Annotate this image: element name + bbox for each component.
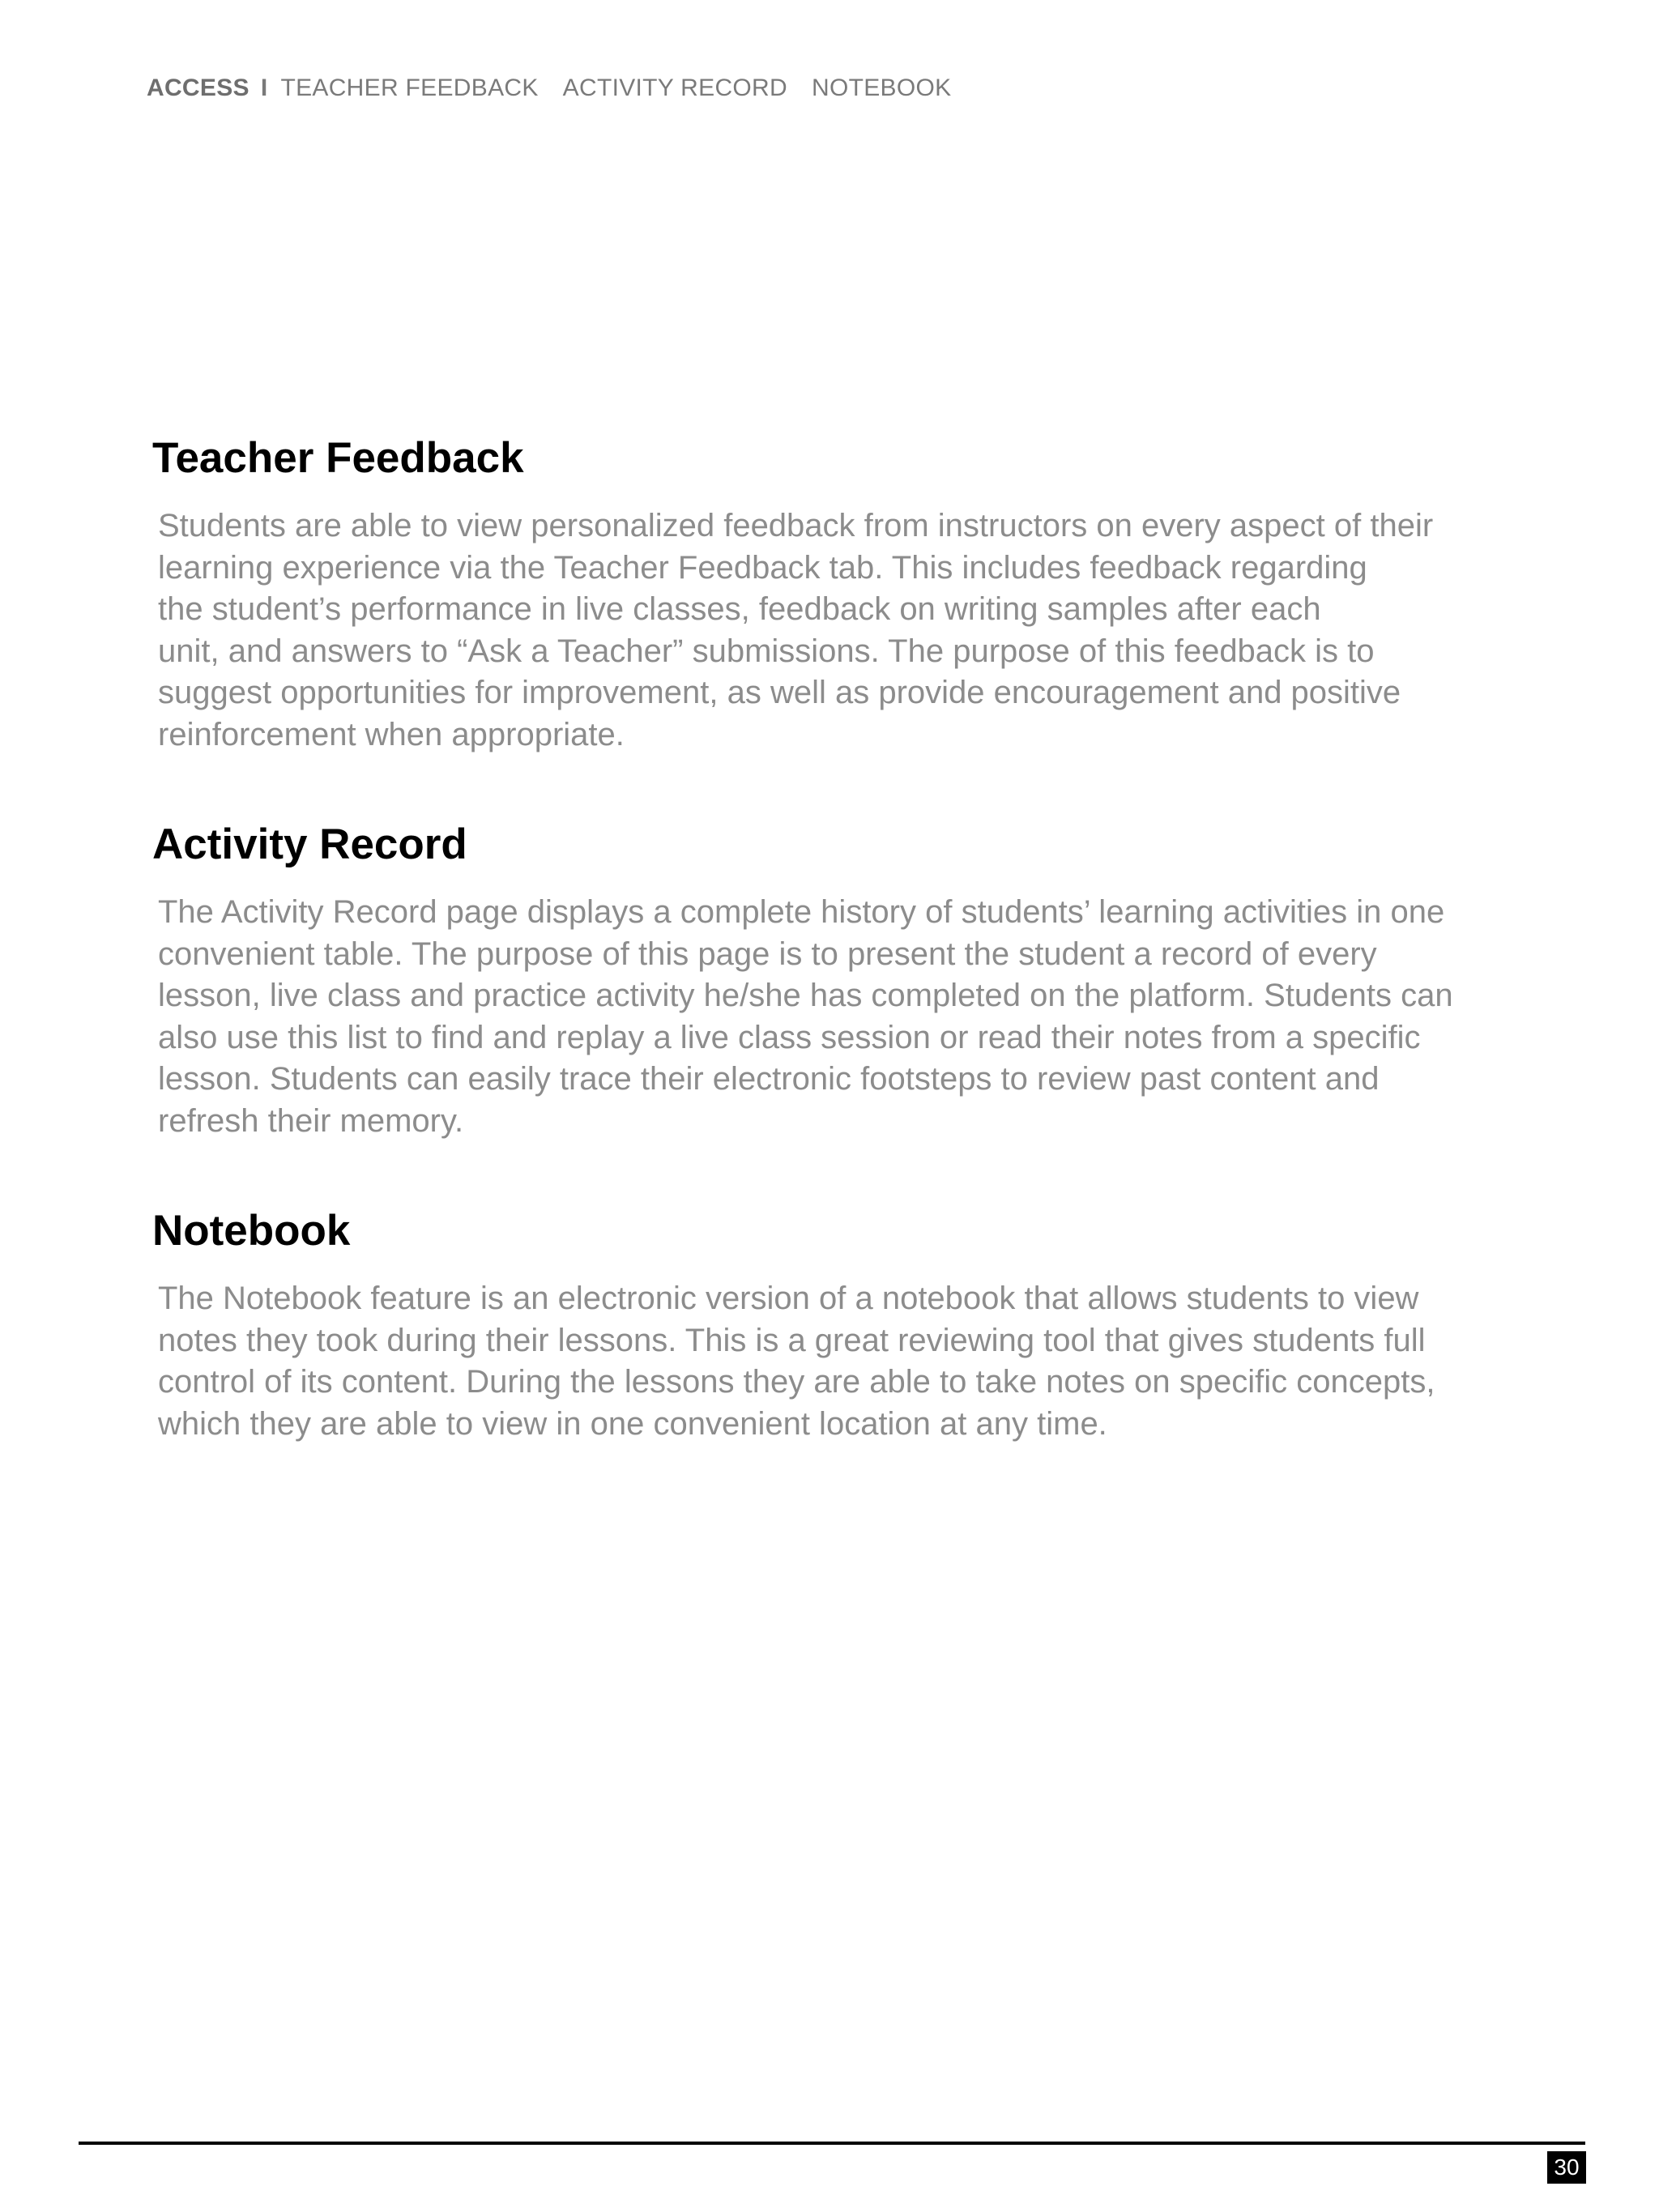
section-heading: Activity Record <box>152 820 467 868</box>
breadcrumb <box>147 75 975 102</box>
page-number: 30 <box>1547 2151 1586 2184</box>
nav-item-activity-record[interactable]: ACTIVITY RECORD <box>562 75 787 101</box>
footer-divider <box>79 2142 1585 2145</box>
breadcrumb-separator: I <box>260 75 268 101</box>
nav-item-notebook[interactable]: NOTEBOOK <box>811 75 952 101</box>
activity-record-section <box>153 820 1530 1142</box>
section-body: Students are able to view personalized feedback from instructors on every aspect of their learning experience via the Teacher Feedback tab. This includes feedback regarding the student’s performance in live classes, feedback on writing samples after each unit, and answers to “Ask a Teacher” submissions. The purpose of this feedback is to suggest opportunities for improvement, as well as provide encouragement and positive reinforcement when appropriate. <box>158 508 1434 752</box>
notebook-section <box>153 1207 1530 1445</box>
section-heading: Notebook <box>152 1207 351 1255</box>
teacher-feedback-section <box>153 434 1530 756</box>
breadcrumb-section: ACCESS <box>147 75 249 101</box>
section-heading: Teacher Feedback <box>152 434 524 482</box>
section-body: The Activity Record page displays a complete history of students’ learning activities in one convenient table. The purpose of this page is to present the student a record of every lesson, live class and practice activity he/she has completed on the platform. Students can also use this list to find and replay a live class session or read their notes from a specific lesson. Students can easily trace their electronic footsteps to review past content and refresh their memory. <box>158 894 1453 1139</box>
section-body: The Notebook feature is an electronic version of a notebook that allows students to view notes they took during their lessons. This is a great reviewing tool that gives students full control of its content. During the lessons they are able to take notes on specific concepts, which they are able to view in one convenient location at any time. <box>158 1281 1435 1442</box>
nav-item-teacher-feedback[interactable]: TEACHER FEEDBACK <box>280 75 539 101</box>
